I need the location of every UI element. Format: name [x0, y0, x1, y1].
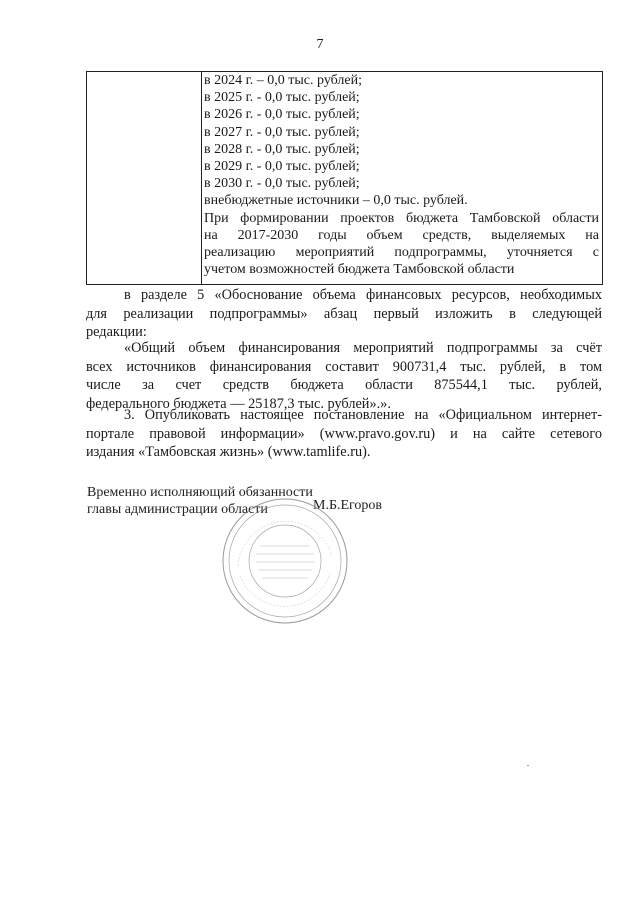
paragraph-line: портале правовой информации» (www.pravo.gov.ru) и на сайте сетевого	[86, 425, 602, 442]
page-number: 7	[316, 37, 324, 52]
paragraph-line: издания «Тамбовская жизнь» (www.tamlife.ru).	[86, 444, 371, 460]
table-line-2024: в 2024 г. – 0,0 тыс. рублей;	[204, 73, 362, 88]
table-line-2026: в 2026 г. - 0,0 тыс. рублей;	[204, 107, 360, 123]
paragraph-line: 3. Опубликовать настоящее постановление на «Официальном интернет-	[124, 407, 602, 423]
table-line-2029: в 2029 г. - 0,0 тыс. рублей;	[204, 159, 360, 175]
paragraph-quote	[86, 339, 602, 413]
paragraph-line: редакции:	[86, 324, 147, 340]
table-note-line: При формировании проектов бюджета Тамбовской области	[204, 210, 599, 226]
table-line-2030: в 2030 г. - 0,0 тыс. рублей;	[204, 176, 360, 192]
signatory-name: М.Б.Егоров	[313, 498, 383, 513]
signature-title-line: главы администрации области	[87, 502, 268, 517]
paragraph-section5	[86, 286, 602, 342]
table-note-line: учетом возможностей бюджета Тамбовской области	[204, 262, 515, 278]
table-line-2025: в 2025 г. - 0,0 тыс. рублей;	[204, 90, 360, 106]
paragraph-line: числе за счет средств бюджета области 875544,1 тыс. рублей,	[86, 377, 602, 393]
paragraph-line: для реализации подпрограммы» абзац первый изложить в следующей	[86, 305, 602, 322]
table-left-cell	[87, 72, 202, 284]
official-seal-stamp	[220, 496, 350, 626]
paragraph-line: «Общий объем финансирования мероприятий подпрограммы за счёт	[124, 340, 602, 356]
scan-speck	[527, 765, 529, 766]
table-line-2028: в 2028 г. - 0,0 тыс. рублей;	[204, 141, 360, 157]
financing-table	[86, 71, 603, 285]
paragraph-line: в разделе 5 «Обоснование объема финансовых ресурсов, необходимых	[124, 287, 602, 303]
paragraph-line: федерального бюджета — 25187,3 тыс. рублей».».	[86, 395, 391, 412]
table-right-cell	[202, 72, 602, 284]
signature-title-line: Временно исполняющий обязанности	[87, 485, 313, 500]
table-line-2027: в 2027 г. - 0,0 тыс. рублей;	[204, 124, 360, 140]
table-line-extrabudget: внебюджетные источники – 0,0 тыс. рублей.	[204, 193, 468, 209]
paragraph-line: всех источников финансирования составит 900731,4 тыс. рублей, в том	[86, 358, 602, 375]
table-note-line: на 2017-2030 годы объем средств, выделяемых на	[204, 227, 599, 243]
paragraph-publish	[86, 406, 602, 462]
table-note-line: реализацию мероприятий подпрограммы, уточняется с	[204, 245, 599, 261]
